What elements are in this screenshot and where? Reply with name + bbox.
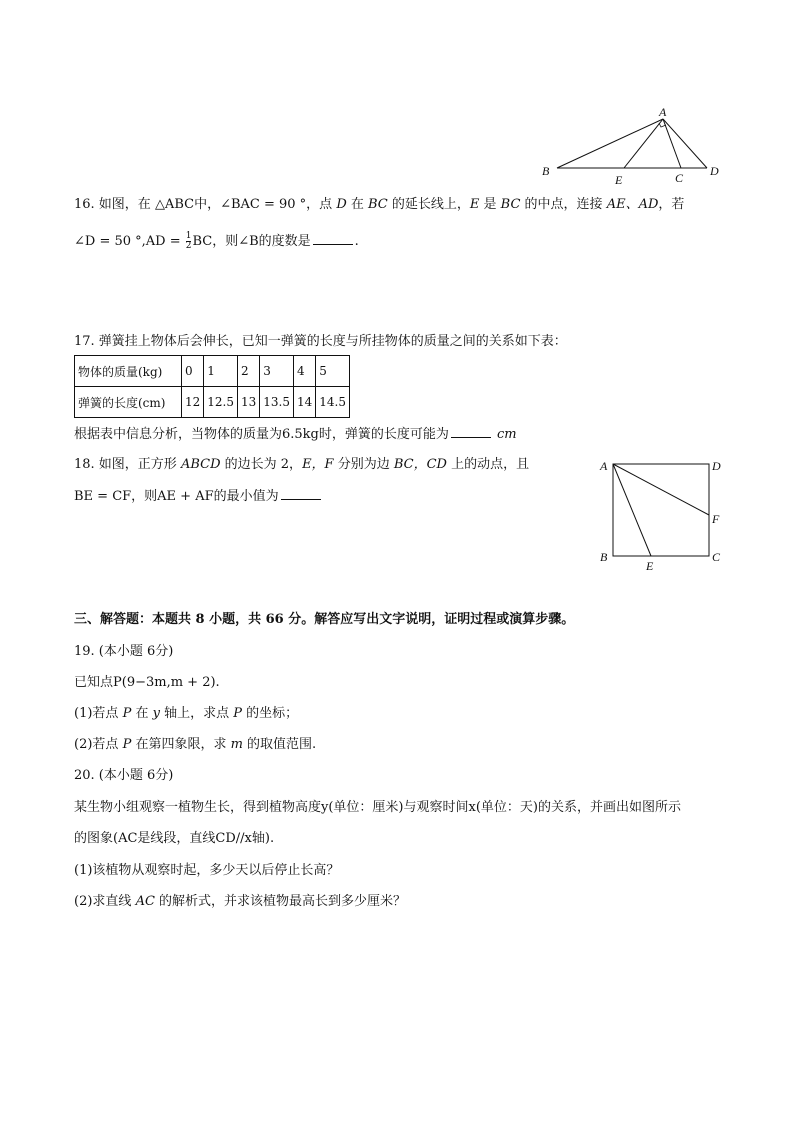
table-row: 物体的质量(kg) 0 1 2 3 4 5 [75, 356, 350, 387]
label-E: E [615, 173, 623, 187]
answer-blank-q18[interactable] [281, 487, 321, 500]
q20-text2: 的图象(AC是线段，直线CD//x轴). [74, 831, 275, 846]
label-D: D [712, 459, 721, 473]
label-B: B [542, 164, 550, 178]
segment-AE [613, 464, 651, 556]
table-row: 弹簧的长度(cm) 12 12.5 13 13.5 14 14.5 [75, 387, 350, 418]
segment-AD [663, 119, 707, 168]
q19-given: 已知点P(9−3m,m + 2). [74, 675, 220, 690]
q18-line2: BE = CF，则AE + AF的最小值为 [74, 487, 323, 506]
label-A: A [600, 459, 608, 473]
square-ABCD [613, 464, 709, 556]
section-3-title: 三、解答题：本题共 8 小题，共 66 分。解答应写出文字说明，证明过程或演算步骤。 [74, 612, 575, 627]
fraction-one-half: $\frac{1}{2}$ [185, 231, 192, 251]
spring-table [74, 355, 350, 418]
segment-AC [663, 119, 681, 168]
q17-question: 根据表中信息分析，当物体的质量为6.5kg时，弹簧的长度可能为 cm [74, 427, 517, 442]
q16-line1: 16. 如图，在 △ABC中，∠BAC = 90 °，点 D 在 BC 的延长线上，E 是 BC 的中点，连接 AE、AD，若 [74, 197, 685, 212]
label-A: A [659, 105, 667, 119]
label-F: F [712, 512, 720, 526]
q19-part2: (2)若点 P 在第四象限，求 m 的取值范围. [74, 737, 317, 752]
q20-part2: (2)求直线 AC 的解析式，并求该植物最高长到多少厘米？ [74, 894, 407, 909]
answer-blank-q16[interactable] [313, 232, 353, 245]
q18-line1: 18. 如图，正方形 ABCD 的边长为 2，E，F 分别为边 BC，CD 上的动点，且 [74, 457, 530, 472]
label-C: C [675, 171, 684, 185]
square-figure [594, 455, 730, 575]
table-header-length: 弹簧的长度(cm) [75, 387, 182, 418]
q17-intro: 17. 弹簧挂上物体后会伸长，已知一弹簧的长度与所挂物体的质量之间的关系如下表： [74, 334, 567, 349]
label-D: D [710, 164, 719, 178]
segment-AE [624, 119, 663, 168]
q19-header: 19. (本小题 6分) [74, 644, 174, 659]
table-header-mass: 物体的质量(kg) [75, 356, 182, 387]
q20-part1: (1)该植物从观察时起，多少天以后停止长高？ [74, 863, 340, 878]
segment-AF [613, 464, 709, 515]
segment-AB [557, 119, 663, 168]
label-E: E [646, 559, 654, 573]
q16-line2: ∠D = 50 °,AD = $\frac{1}{2}$ BC，则∠B的度数是 . [74, 231, 359, 251]
q19-part1: (1)若点 P 在 y 轴上，求点 P 的坐标； [74, 706, 299, 721]
triangle-figure [535, 104, 725, 190]
answer-blank-q17[interactable] [451, 425, 491, 438]
q20-text1: 某生物小组观察一植物生长，得到植物高度y(单位：厘米)与观察时间x(单位：天)的关系，并画出如图所示 [74, 800, 681, 815]
label-C: C [712, 550, 721, 564]
label-B: B [600, 550, 608, 564]
q20-header: 20. (本小题 6分) [74, 768, 174, 783]
